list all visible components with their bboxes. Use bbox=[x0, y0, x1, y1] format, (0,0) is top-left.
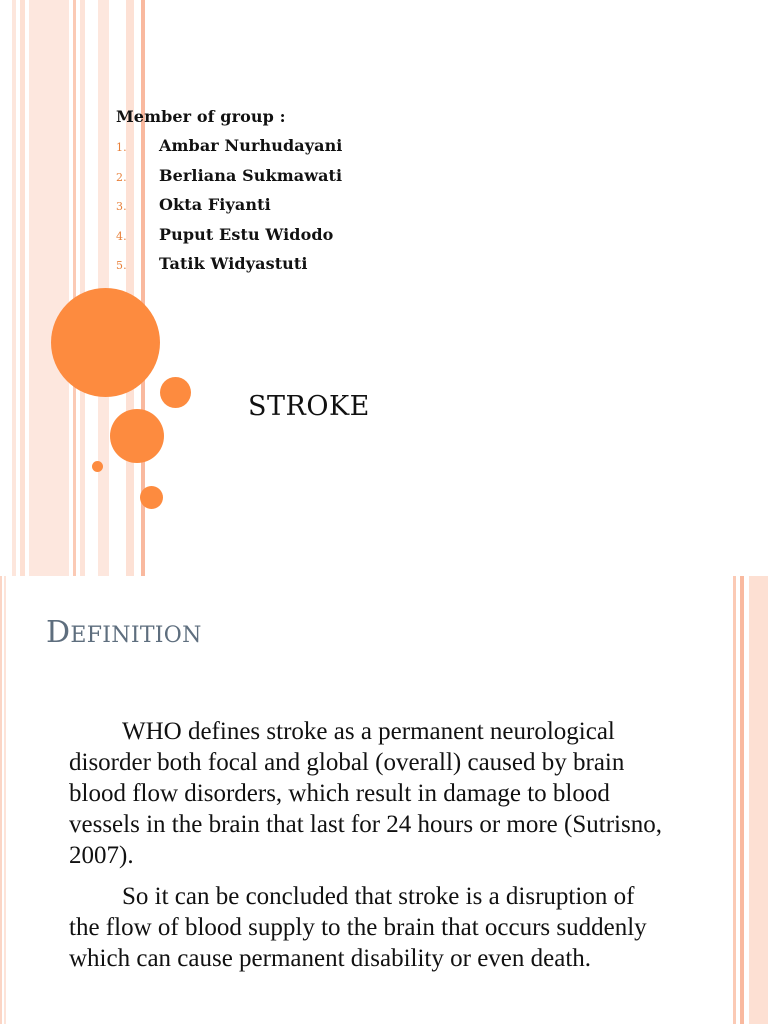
member-name: Ambar Nurhudayani bbox=[159, 136, 343, 155]
member-name: Puput Estu Widodo bbox=[159, 224, 334, 244]
stripe bbox=[20, 0, 25, 576]
member-heading: Member of group : bbox=[116, 107, 286, 126]
stripe bbox=[749, 576, 768, 1024]
paragraph: WHO defines stroke as a permanent neurological disorder both focal and global (overall) caused by brain blood flow disorders, which result in damage to blood vessels in the brain that last for 24 hours or more (Sutrisno, 2007). bbox=[69, 718, 662, 869]
stripe bbox=[0, 576, 2, 1024]
member-ordered-list bbox=[116, 136, 342, 284]
decorative-circle bbox=[160, 377, 191, 408]
decorative-circle bbox=[110, 409, 164, 463]
decorative-stripes bbox=[0, 0, 160, 576]
stripe bbox=[12, 0, 16, 576]
member-name: Berliana Sukmawati bbox=[159, 165, 343, 185]
list-number: 2. bbox=[116, 170, 127, 184]
list-item bbox=[116, 136, 342, 166]
list-number: 3. bbox=[116, 200, 127, 213]
heading-initial: D bbox=[46, 615, 71, 650]
list-number: 4. bbox=[116, 229, 127, 243]
decorative-circle-small bbox=[92, 461, 103, 472]
list-item bbox=[116, 225, 342, 255]
list-item bbox=[116, 166, 342, 196]
stripe bbox=[733, 576, 736, 1024]
member-name: Tatik Widyastuti bbox=[159, 254, 308, 273]
stripe bbox=[4, 576, 6, 1024]
decorative-circle bbox=[140, 486, 163, 509]
slide-title-text: STROKE bbox=[248, 391, 370, 422]
stripe bbox=[73, 0, 76, 576]
list-number: 5. bbox=[116, 259, 127, 272]
list-item bbox=[116, 195, 342, 225]
stripe bbox=[126, 0, 134, 576]
stripe bbox=[740, 576, 744, 1024]
definition-body bbox=[69, 716, 669, 984]
member-list bbox=[116, 106, 342, 284]
stripe bbox=[29, 0, 69, 576]
stripe bbox=[80, 0, 85, 576]
list-item bbox=[116, 254, 342, 284]
slide-heading bbox=[46, 615, 202, 650]
member-name: Okta Fiyanti bbox=[159, 195, 271, 214]
list-number: 1. bbox=[116, 141, 127, 154]
paragraph: So it can be concluded that stroke is a disruption of the flow of blood supply to the brain that occurs suddenly which can cause permanent disability or even death. bbox=[69, 883, 647, 972]
decorative-circle-large bbox=[51, 288, 160, 397]
heading-rest: EFINITION bbox=[70, 623, 202, 648]
